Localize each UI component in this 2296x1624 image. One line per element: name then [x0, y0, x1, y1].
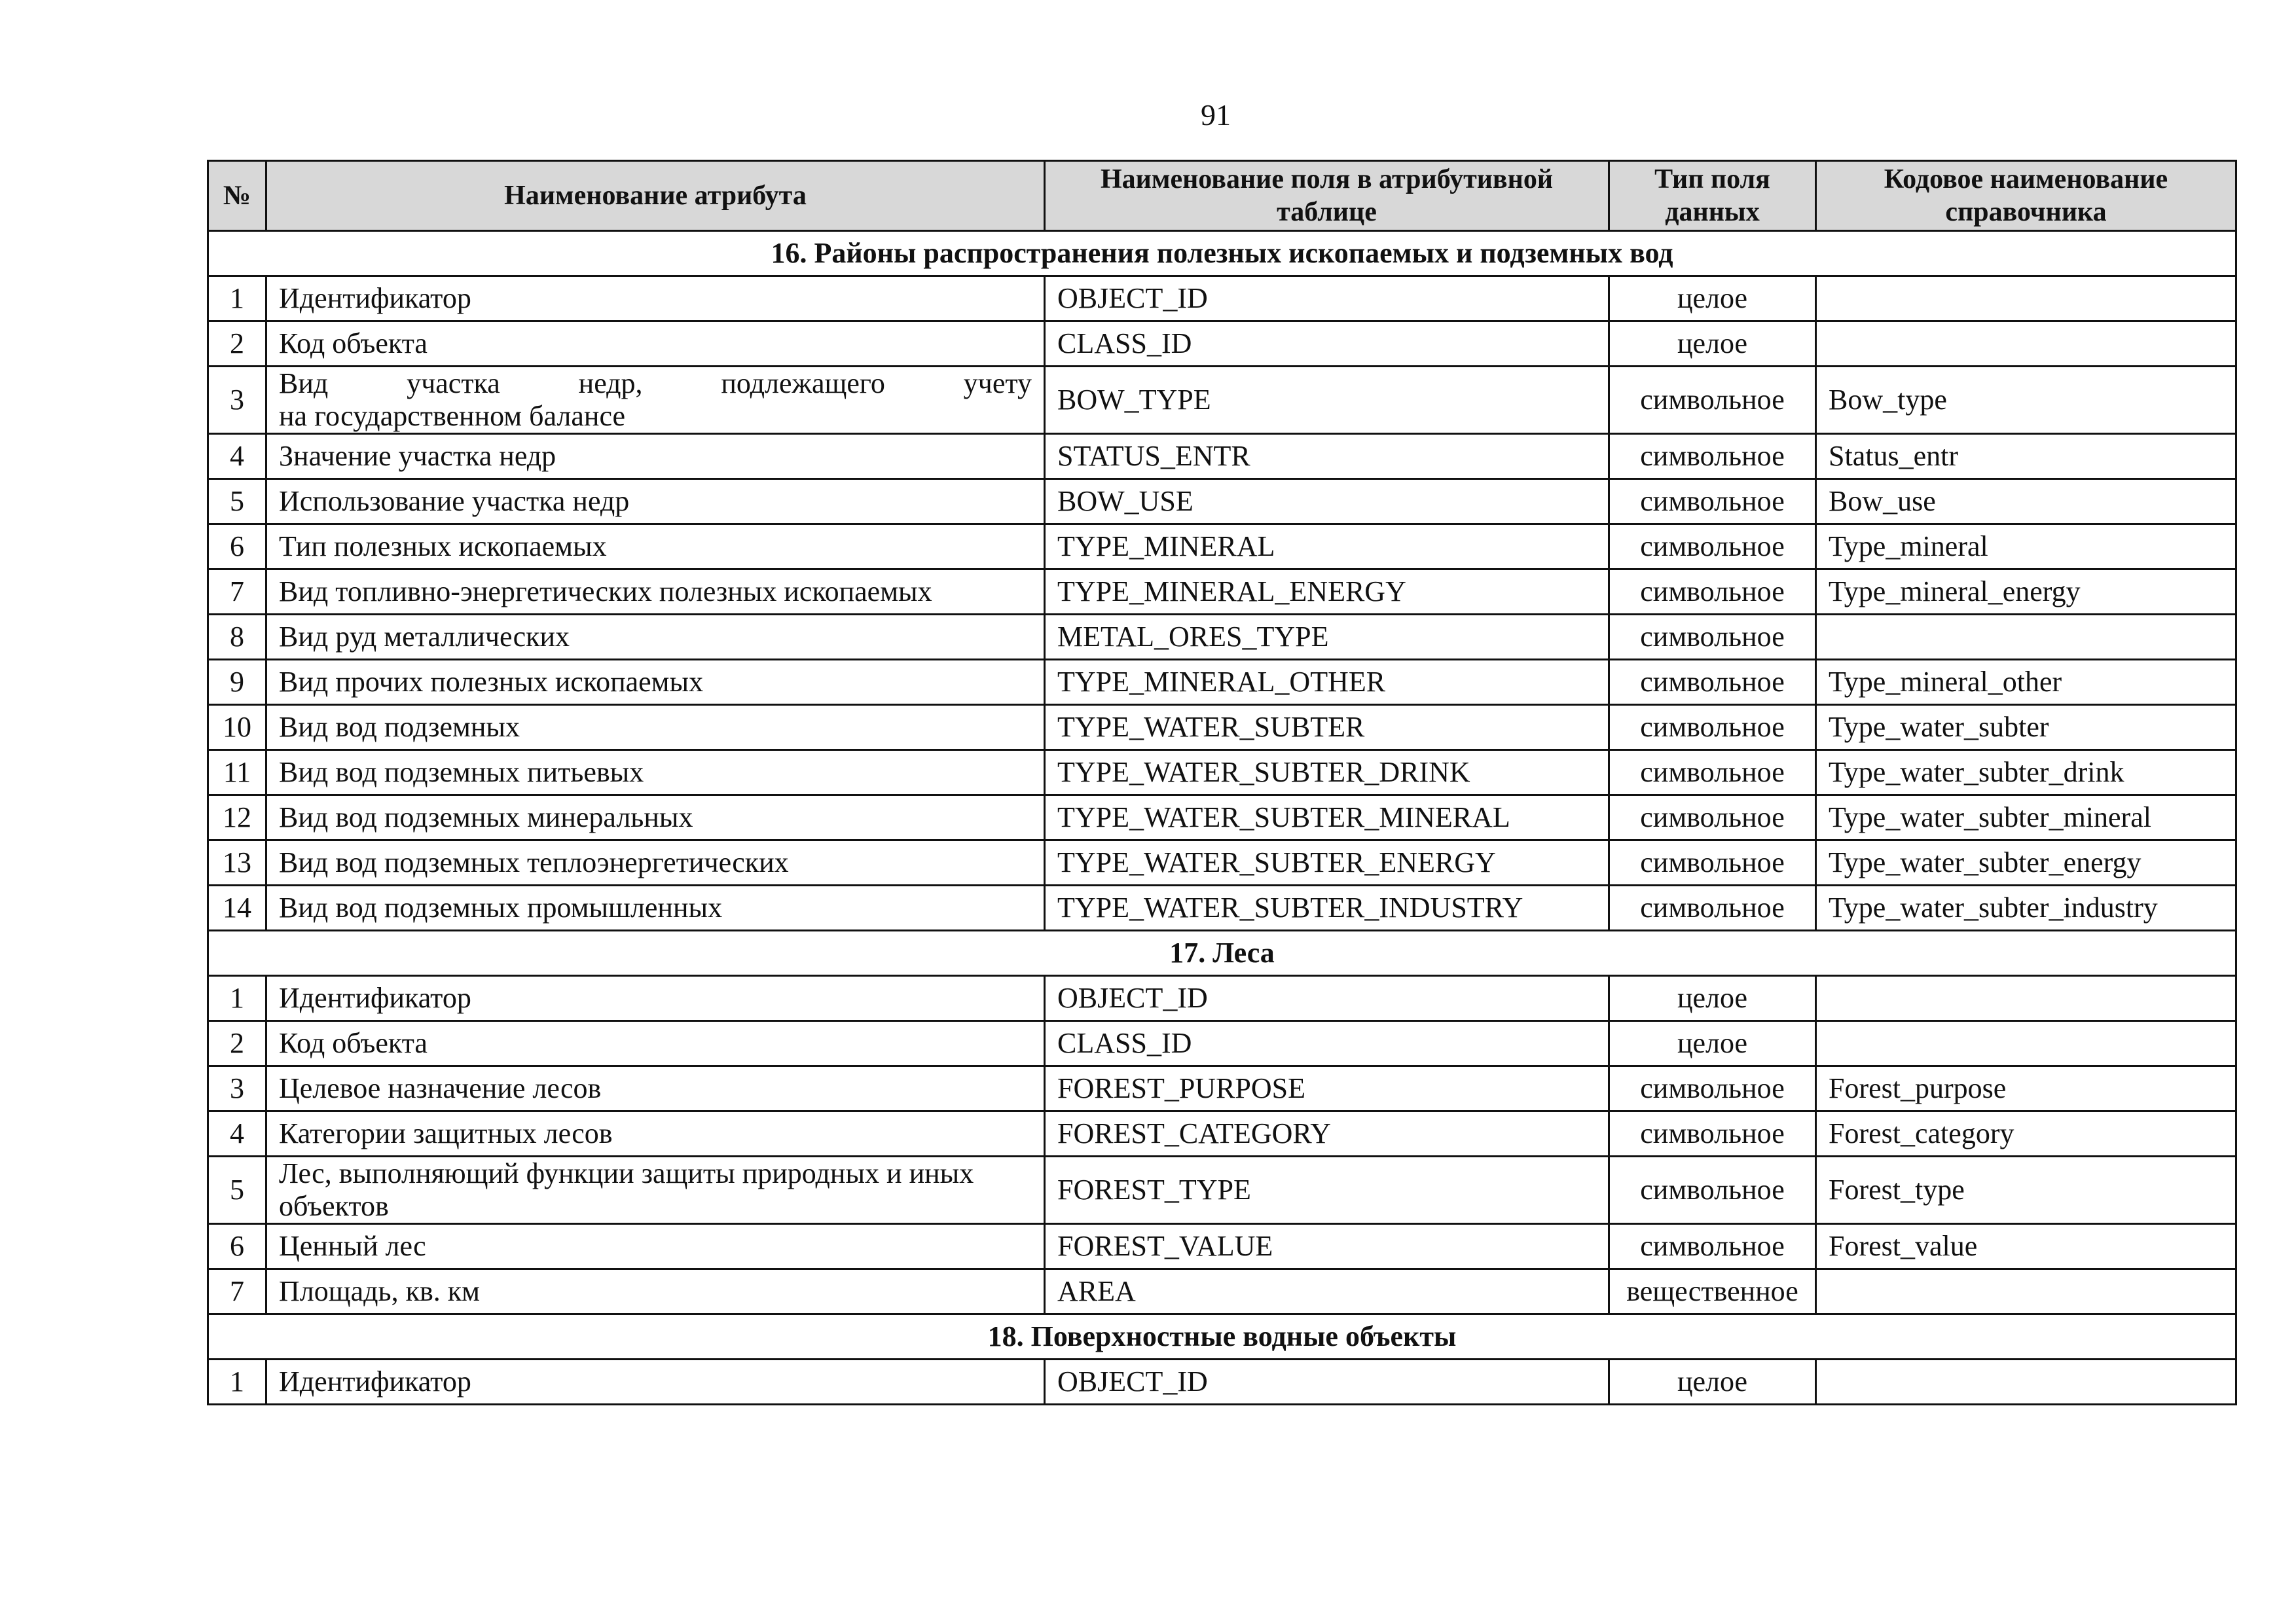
table-row: [208, 321, 2236, 367]
attribute-name: Использование участка недр: [266, 479, 1045, 524]
field-name: TYPE_WATER_SUBTER_MINERAL: [1045, 795, 1609, 840]
field-name: CLASS_ID: [1045, 321, 1609, 367]
table-row: [208, 569, 2236, 615]
row-number: 1: [208, 276, 266, 321]
data-type: целое: [1609, 1021, 1816, 1066]
dictionary-code: [1816, 1269, 2236, 1314]
data-type: целое: [1609, 976, 1816, 1021]
dictionary-code: [1816, 976, 2236, 1021]
section-title: 17. Леса: [208, 931, 2236, 976]
table-row: [208, 524, 2236, 569]
dictionary-code: [1816, 1021, 2236, 1066]
attribute-name: Категории защитных лесов: [266, 1111, 1045, 1157]
attribute-name: Идентификатор: [266, 276, 1045, 321]
attribute-name: Вид вод подземных питьевых: [266, 750, 1045, 795]
dictionary-code: [1816, 276, 2236, 321]
field-name: FOREST_VALUE: [1045, 1224, 1609, 1269]
attribute-table: [207, 160, 2237, 1405]
table-row: [208, 434, 2236, 479]
table-row: [208, 886, 2236, 931]
row-number: 6: [208, 1224, 266, 1269]
field-name: TYPE_MINERAL: [1045, 524, 1609, 569]
attribute-name-line2: на государственном балансе: [279, 400, 626, 432]
table-row: [208, 976, 2236, 1021]
dictionary-code: Type_water_subter_mineral: [1816, 795, 2236, 840]
row-number: 11: [208, 750, 266, 795]
table-row: [208, 276, 2236, 321]
dictionary-code: [1816, 1360, 2236, 1405]
page-number: 91: [1201, 98, 1231, 132]
data-type: символьное: [1609, 615, 1816, 660]
dictionary-code: Forest_type: [1816, 1157, 2236, 1224]
attribute-name: Целевое назначение лесов: [266, 1066, 1045, 1111]
dictionary-code: Type_mineral_energy: [1816, 569, 2236, 615]
attribute-name: Код объекта: [266, 321, 1045, 367]
field-name: FOREST_TYPE: [1045, 1157, 1609, 1224]
dictionary-code: [1816, 321, 2236, 367]
data-type: символьное: [1609, 886, 1816, 931]
table-row: [208, 1066, 2236, 1111]
header-num: №: [208, 161, 266, 231]
field-name: AREA: [1045, 1269, 1609, 1314]
section-title: 16. Районы распространения полезных ископаемых и подземных вод: [208, 231, 2236, 276]
attribute-name: Вид топливно-энергетических полезных ископаемых: [266, 569, 1045, 615]
attribute-name: Значение участка недр: [266, 434, 1045, 479]
dictionary-code: Type_mineral_other: [1816, 660, 2236, 705]
data-type: символьное: [1609, 750, 1816, 795]
row-number: 13: [208, 840, 266, 886]
field-name: METAL_ORES_TYPE: [1045, 615, 1609, 660]
field-name: OBJECT_ID: [1045, 276, 1609, 321]
attribute-name-line1: Лес, выполняющий функции защиты природных и иных: [279, 1157, 974, 1189]
row-number: 2: [208, 1021, 266, 1066]
field-name: TYPE_WATER_SUBTER_ENERGY: [1045, 840, 1609, 886]
row-number: 5: [208, 479, 266, 524]
row-number: 5: [208, 1157, 266, 1224]
attribute-name: Тип полезных ископаемых: [266, 524, 1045, 569]
table-row: [208, 367, 2236, 434]
dictionary-code: Type_water_subter_drink: [1816, 750, 2236, 795]
table-row: [208, 750, 2236, 795]
table-row: [208, 1157, 2236, 1224]
row-number: 4: [208, 1111, 266, 1157]
row-number: 2: [208, 321, 266, 367]
row-number: 12: [208, 795, 266, 840]
attribute-name: Вид вод подземных минеральных: [266, 795, 1045, 840]
dictionary-code: Forest_category: [1816, 1111, 2236, 1157]
table-row: [208, 479, 2236, 524]
field-name: TYPE_WATER_SUBTER: [1045, 705, 1609, 750]
attribute-name: Идентификатор: [266, 1360, 1045, 1405]
data-type: символьное: [1609, 434, 1816, 479]
attribute-name: Идентификатор: [266, 976, 1045, 1021]
row-number: 1: [208, 1360, 266, 1405]
table-row: [208, 1111, 2236, 1157]
data-type: символьное: [1609, 1111, 1816, 1157]
dictionary-code: Type_water_subter: [1816, 705, 2236, 750]
section-title: 18. Поверхностные водные объекты: [208, 1314, 2236, 1360]
dictionary-code: Forest_purpose: [1816, 1066, 2236, 1111]
attribute-name: Вид вод подземных: [266, 705, 1045, 750]
header-data-type: Тип поля данных: [1609, 161, 1816, 231]
section-row: [208, 231, 2236, 276]
dictionary-code: Bow_use: [1816, 479, 2236, 524]
data-type: символьное: [1609, 367, 1816, 434]
attribute-name-line1: Вид участка недр, подлежащего учету: [279, 367, 1032, 399]
attribute-name: Площадь, кв. км: [266, 1269, 1045, 1314]
data-type: вещественное: [1609, 1269, 1816, 1314]
section-row: [208, 1314, 2236, 1360]
data-type: символьное: [1609, 524, 1816, 569]
field-name: CLASS_ID: [1045, 1021, 1609, 1066]
data-type: символьное: [1609, 569, 1816, 615]
dictionary-code: Status_entr: [1816, 434, 2236, 479]
table-row: [208, 1224, 2236, 1269]
attribute-name: Код объекта: [266, 1021, 1045, 1066]
data-type: целое: [1609, 1360, 1816, 1405]
dictionary-code: Type_water_subter_energy: [1816, 840, 2236, 886]
header-attr-name: Наименование атрибута: [266, 161, 1045, 231]
field-name: OBJECT_ID: [1045, 976, 1609, 1021]
field-name: TYPE_WATER_SUBTER_DRINK: [1045, 750, 1609, 795]
data-type: символьное: [1609, 705, 1816, 750]
header-field-name: Наименование поля в атрибутивной таблице: [1045, 161, 1609, 231]
row-number: 1: [208, 976, 266, 1021]
section-row: [208, 931, 2236, 976]
row-number: 6: [208, 524, 266, 569]
field-name: BOW_USE: [1045, 479, 1609, 524]
field-name: STATUS_ENTR: [1045, 434, 1609, 479]
row-number: 3: [208, 367, 266, 434]
attribute-name: Ценный лес: [266, 1224, 1045, 1269]
data-type: символьное: [1609, 479, 1816, 524]
row-number: 7: [208, 1269, 266, 1314]
data-type: символьное: [1609, 660, 1816, 705]
attribute-name: Вид руд металлических: [266, 615, 1045, 660]
table-row: [208, 705, 2236, 750]
attribute-name: Вид вод подземных промышленных: [266, 886, 1045, 931]
data-type: символьное: [1609, 840, 1816, 886]
table-header-row: [208, 161, 2236, 231]
dictionary-code: [1816, 615, 2236, 660]
dictionary-code: Type_mineral: [1816, 524, 2236, 569]
row-number: 7: [208, 569, 266, 615]
field-name: BOW_TYPE: [1045, 367, 1609, 434]
field-name: TYPE_MINERAL_OTHER: [1045, 660, 1609, 705]
table-row: [208, 1021, 2236, 1066]
field-name: FOREST_CATEGORY: [1045, 1111, 1609, 1157]
data-type: символьное: [1609, 1224, 1816, 1269]
row-number: 10: [208, 705, 266, 750]
data-type: символьное: [1609, 1157, 1816, 1224]
attribute-name: Вид вод подземных теплоэнергетических: [266, 840, 1045, 886]
row-number: 8: [208, 615, 266, 660]
row-number: 4: [208, 434, 266, 479]
attribute-name-line2: объектов: [279, 1190, 389, 1222]
table-row: [208, 660, 2236, 705]
attribute-name: [266, 367, 1045, 434]
table-row: [208, 1360, 2236, 1405]
dictionary-code: Forest_value: [1816, 1224, 2236, 1269]
field-name: OBJECT_ID: [1045, 1360, 1609, 1405]
table-row: [208, 1269, 2236, 1314]
table-row: [208, 615, 2236, 660]
row-number: 3: [208, 1066, 266, 1111]
data-type: целое: [1609, 276, 1816, 321]
row-number: 9: [208, 660, 266, 705]
attribute-name: [266, 1157, 1045, 1224]
header-dict-code: Кодовое наименование справочника: [1816, 161, 2236, 231]
dictionary-code: Type_water_subter_industry: [1816, 886, 2236, 931]
field-name: FOREST_PURPOSE: [1045, 1066, 1609, 1111]
table-row: [208, 840, 2236, 886]
data-type: символьное: [1609, 795, 1816, 840]
data-type: целое: [1609, 321, 1816, 367]
dictionary-code: Bow_type: [1816, 367, 2236, 434]
table-row: [208, 795, 2236, 840]
data-type: символьное: [1609, 1066, 1816, 1111]
field-name: TYPE_WATER_SUBTER_INDUSTRY: [1045, 886, 1609, 931]
row-number: 14: [208, 886, 266, 931]
field-name: TYPE_MINERAL_ENERGY: [1045, 569, 1609, 615]
attribute-name: Вид прочих полезных ископаемых: [266, 660, 1045, 705]
